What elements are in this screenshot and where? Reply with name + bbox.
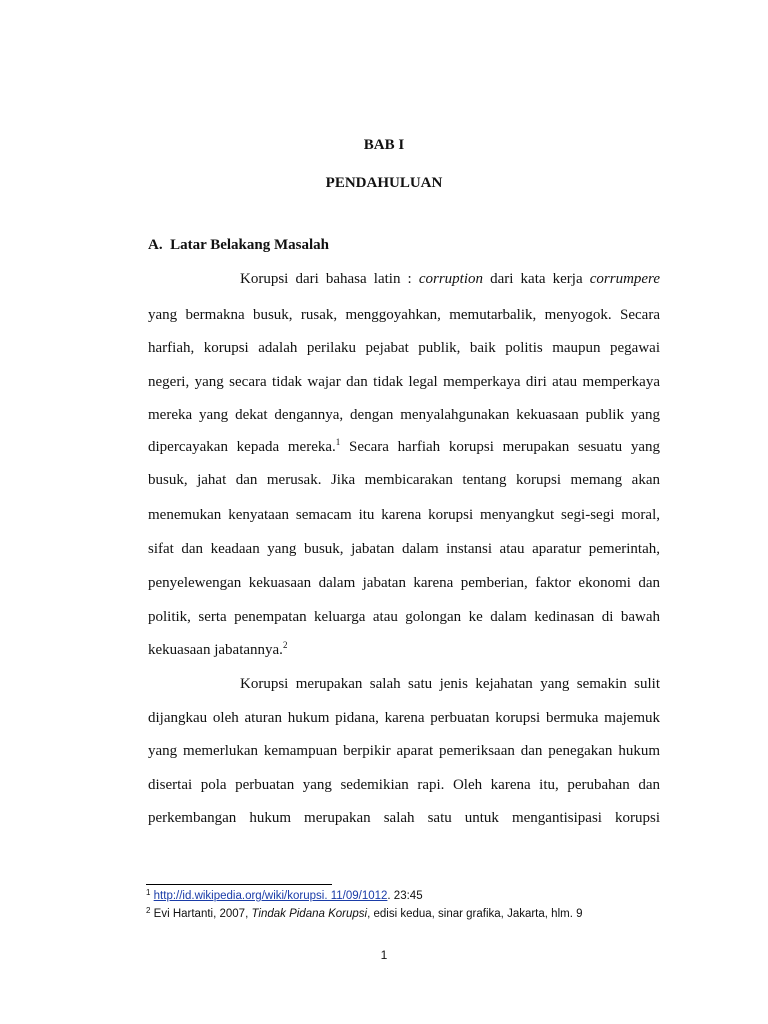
text: Evi Hartanti, 2007, — [153, 908, 252, 920]
footnote-link[interactable]: http://id.wikipedia.org/wiki/korupsi. 11/09/1012 — [153, 890, 388, 902]
italic-term: corruption — [418, 271, 484, 287]
paragraph-line: sifat dan keadaan yang busuk, jabatan dalam instansi atau aparatur pemerintah, — [148, 541, 660, 557]
footnote-ref[interactable]: 1 — [335, 437, 341, 447]
paragraph-line: penyelewengan kekuasaan dalam jabatan karena pemberian, faktor ekonomi dan — [148, 575, 660, 591]
paragraph-line: mereka yang dekat dengannya, dengan menyalahgunakan kekuasaan publik yang — [148, 407, 660, 423]
footnote-number: 1 — [146, 888, 151, 897]
chapter-subtitle: PENDAHULUAN — [325, 175, 443, 191]
book-title: Tindak Pidana Korupsi — [251, 908, 368, 920]
paragraph1-line1 — [240, 270, 660, 288]
text: dari kata kerja — [483, 271, 590, 287]
text: , edisi kedua, sinar grafika, Jakarta, hlm. 9 — [367, 908, 583, 920]
text: dipercayakan kepada mereka. — [148, 439, 336, 455]
paragraph2-line1: Korupsi merupakan salah satu jenis kejahatan yang semakin sulit — [240, 676, 660, 692]
italic-term: corrumpere — [589, 271, 660, 287]
footnote-number: 2 — [146, 906, 151, 915]
paragraph-line: yang memerlukan kemampuan berpikir aparat pemeriksaan dan penegakan hukum — [148, 743, 660, 759]
paragraph-line: busuk, jahat dan merusak. Jika membicarakan tentang korupsi memang akan — [148, 472, 660, 488]
paragraph-line: menemukan kenyataan semacam itu karena korupsi menyangkut segi-segi moral, — [148, 507, 660, 523]
paragraph-line: dijangkau oleh aturan hukum pidana, karena perbuatan korupsi bermuka majemuk — [148, 710, 660, 726]
footnote-2 — [146, 907, 582, 921]
paragraph-line: yang bermakna busuk, rusak, menggoyahkan, memutarbalik, menyogok. Secara — [148, 307, 660, 323]
text: . 23:45 — [387, 890, 423, 902]
chapter-title: BAB I — [363, 137, 405, 153]
paragraph-line: politik, serta penempatan keluarga atau golongan ke dalam kedinasan di bawah — [148, 609, 660, 625]
page-number: 1 — [380, 948, 388, 962]
text: Korupsi dari bahasa latin : — [240, 271, 419, 287]
paragraph-line: disertai pola perbuatan yang sedemikian rapi. Oleh karena itu, perubahan dan — [148, 777, 660, 793]
paragraph-line: negeri, yang secara tidak wajar dan tidak legal memperkaya diri atau memperkaya — [148, 374, 660, 390]
paragraph-line: harfiah, korupsi adalah perilaku pejabat publik, baik politis maupun pegawai — [148, 340, 660, 356]
footnote-separator — [146, 884, 332, 885]
text: Secara harfiah korupsi merupakan sesuatu yang — [340, 439, 660, 455]
paragraph-line — [148, 641, 660, 659]
text: kekuasaan jabatannya. — [148, 642, 283, 658]
footnote-1 — [146, 889, 423, 903]
paragraph-line: perkembangan hukum merupakan salah satu untuk mengantisipasi korupsi — [148, 810, 660, 826]
footnote-ref[interactable]: 2 — [282, 640, 288, 650]
section-heading: A. Latar Belakang Masalah — [148, 237, 329, 253]
paragraph-line — [148, 438, 660, 456]
